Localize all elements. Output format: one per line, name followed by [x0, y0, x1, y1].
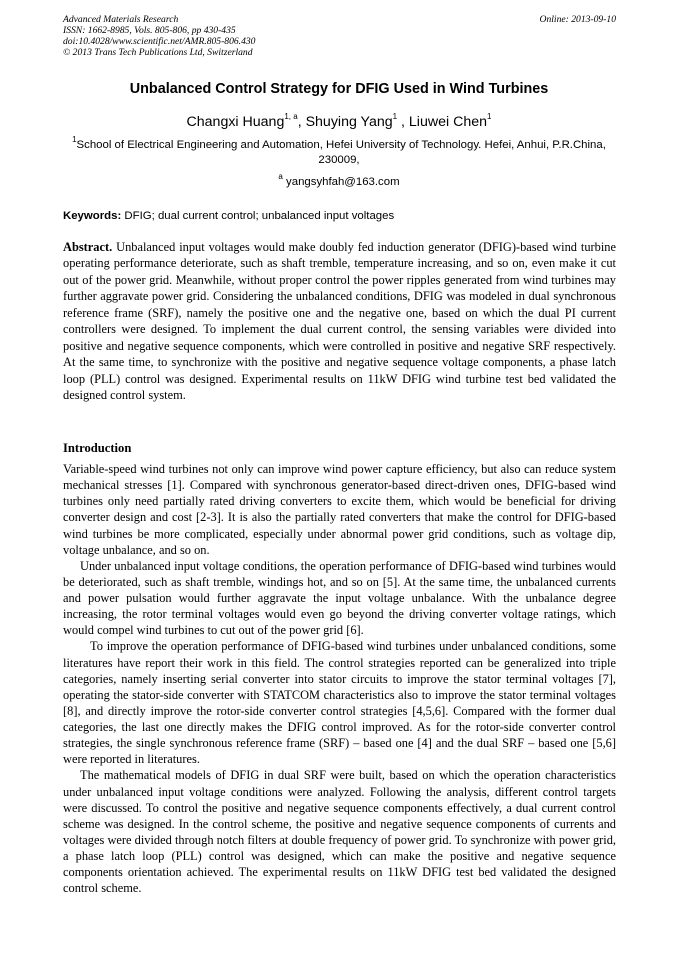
- journal-header: [63, 14, 616, 58]
- author-affiliation-mark: 1: [392, 112, 398, 122]
- online-date: Online: 2013-09-10: [539, 14, 616, 25]
- author-name: Liuwei Chen: [408, 114, 487, 130]
- doi-line: doi:10.4028/www.scientific.net/AMR.805-806.430: [63, 36, 256, 47]
- author-list: [0, 113, 678, 131]
- copyright-line: © 2013 Trans Tech Publications Ltd, Switzerland: [63, 47, 253, 58]
- abstract: [63, 239, 616, 404]
- author-email: [0, 172, 678, 189]
- affiliation: [60, 135, 618, 168]
- abstract-text: Unbalanced input voltages would make doubly fed induction generator (DFIG)-based wind turbine operating performance deteriorate, such as shaft tremble, temperature increasing, and so on, even make it cut out of the power grid. Meanwhile, without proper control the power ripples generated from wind turbines may further aggravate power grid. Considering the unbalanced conditions, DFIG was modeled in dual synchronous reference frame (SRF), namely the positive one and the negative one, based on which the dual PI current controllers were designed. To implement the dual current control, the sensing variables were divided into positive and negative sequence components, which were controlled in positive and negative SRF respectively. At the same time, to synchronize with the positive and negative sequence voltage components, a phase latch loop (PLL) control was designed. Experimental results on 11kW DFIG wind turbine test bed validated the designed control system.: [63, 240, 616, 403]
- email-address[interactable]: yangsyhfah@163.com: [286, 176, 400, 188]
- author-name: Shuying Yang: [305, 114, 393, 130]
- abstract-label: Abstract.: [63, 240, 113, 254]
- intro-paragraph: Under unbalanced input voltage conditions, the operation performance of DFIG-based wind turbines would be deteriorated, such as shaft tremble, windings hot, and so on [5]. At the same time, the unbalanced currents and power pulsation would further aggravate the input voltage unbalance. With the unbalance degree increasing, the rotor terminal voltages would even go beyond the driving converter voltage ratings, which would compel wind turbines to cut out of the power grid [6].: [63, 558, 616, 638]
- affiliation-mark: 1: [72, 135, 77, 145]
- section-heading-introduction: Introduction: [63, 441, 132, 455]
- affiliation-text: School of Electrical Engineering and Automation, Hefei University of Technology. Hefei, Anhui, P.R.China, 230009,: [76, 139, 606, 166]
- author-affiliation-mark: 1, a: [284, 112, 298, 122]
- keywords-label: Keywords:: [63, 210, 122, 222]
- email-mark: a: [278, 172, 283, 182]
- issn-line: ISSN: 1662-8985, Vols. 805-806, pp 430-435: [63, 25, 236, 36]
- journal-name: Advanced Materials Research: [63, 14, 179, 25]
- author-name: Changxi Huang: [186, 114, 285, 130]
- introduction-body: [63, 461, 616, 896]
- author-separator: ,: [397, 114, 409, 130]
- intro-paragraph: To improve the operation performance of DFIG-based wind turbines under unbalanced conditions, some literatures have report their work in this field. The control strategies reported can be generalized into triple categories, namely inserting serial converter into stator circuits to improve the stator terminal voltages [7], operating the stator-side converter with STATCOM characteristics also to improve the stator terminal voltages [8], and directly improve the rotor-side converter control strategies [4,5,6]. Compared with the former dual categories, the last one directly makes the DFIG control improved. As for the rotor-side converter control strategies, the single synchronous reference frame (SRF) – based one [4] and the dual SRF – based one [5,6] were reported in literatures.: [63, 639, 616, 767]
- paper-title: Unbalanced Control Strategy for DFIG Used in Wind Turbines: [129, 81, 549, 97]
- intro-paragraph: Variable-speed wind turbines not only can improve wind power capture efficiency, but also can reduce system mechanical stresses [1]. Compared with synchronous generator-based direct-driven ones, DFIG-based wind turbines only need partially rated driving converters to excite them, which would be beneficial for driving converter design and cost [2-3]. It is also the partially rated converters that make the control for DFIG-based wind turbines be more complicated, especially under abnormal power grid conditions, such as voltage dip, voltage unbalance, and so on.: [63, 462, 616, 557]
- author-separator: ,: [297, 114, 306, 130]
- author-affiliation-mark: 1: [487, 112, 492, 122]
- intro-paragraph: The mathematical models of DFIG in dual SRF were built, based on which the operation characteristics under unbalanced input voltage conditions were analyzed. Following the analysis, different control targets were discussed. To control the positive and negative sequence components effectively, a dual current control scheme was designed. In the control scheme, the positive and negative sequence components of currents and voltages were divided through notch filters at double frequency of power grid. To synchronize with power grid, a phase latch loop (PLL) control was designed, which can make the positive and negative sequence components orientation achieved. The experimental results on 11kW DFIG test bed validated the designed control scheme.: [63, 768, 616, 896]
- keywords: [63, 209, 616, 223]
- keywords-text: DFIG; dual current control; unbalanced input voltages: [124, 210, 395, 222]
